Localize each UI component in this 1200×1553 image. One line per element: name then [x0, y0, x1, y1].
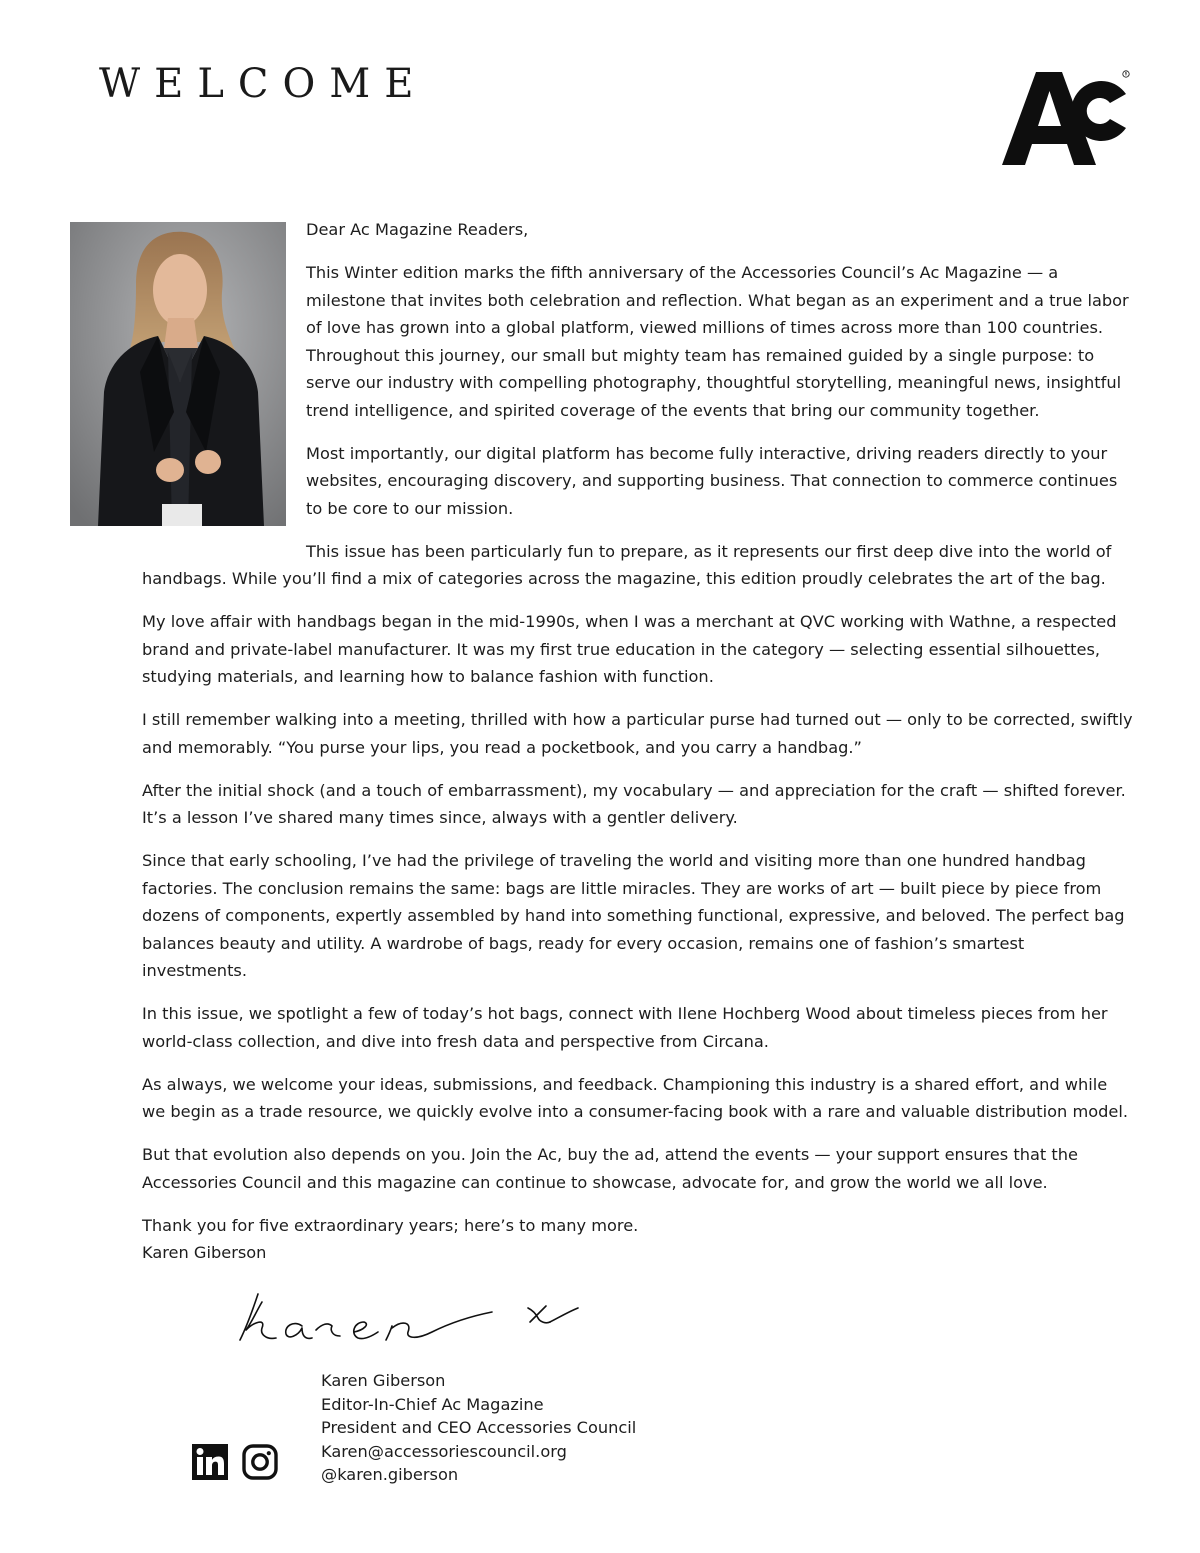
- letter-paragraph: In this issue, we spotlight a few of today’s hot bags, connect with Ilene Hochberg Wood about timeless pieces from her world-class collection, and dive into fresh data and perspective from Circana.: [142, 1004, 1108, 1051]
- ac-logo: [1002, 70, 1132, 168]
- instagram-icon[interactable]: [242, 1444, 278, 1480]
- social-links: [192, 1444, 278, 1480]
- letter-paragraph: As always, we welcome your ideas, submissions, and feedback. Championing this industry is a shared effort, and while we begin as a trade resource, we quickly evolve into a consumer-facing book with a rare and valuable distribution model.: [142, 1074, 1129, 1121]
- letter-paragraph: After the initial shock (and a touch of embarrassment), my vocabulary — and appreciation for the craft — shifted forever. It’s a lesson I’ve shared many times since, always with a gentler delivery.: [142, 780, 1126, 827]
- handwritten-signature: [232, 1282, 592, 1352]
- contact-role: President and CEO Accessories Council: [321, 1418, 637, 1438]
- letter-body: [142, 216, 1134, 1282]
- letter-paragraph: My love affair with handbags began in the mid-1990s, when I was a merchant at QVC working with Wathne, a respected brand and private-label manufacturer. It was my first true education in the category — selecting essential silhouettes, studying materials, and learning how to balance fashion with function.: [142, 612, 1117, 686]
- page-title: WELCOME: [99, 61, 428, 107]
- linkedin-icon[interactable]: [192, 1444, 228, 1480]
- letter-paragraph: Since that early schooling, I’ve had the privilege of traveling the world and visiting more than one hundred handbag factories. The conclusion remains the same: bags are little miracles. They are works of art — built piece by piece from dozens of components, expertly assembled by hand into something functional, expressive, and beloved. The perfect bag balances beauty and utility. A wardrobe of bags, ready for every occasion, remains one of fashion’s smartest investments.: [142, 851, 1125, 980]
- letter-paragraph: This issue has been particularly fun to prepare, as it represents our first deep dive into the world of handbags. While you’ll find a mix of categories across the magazine, this edition proudly celebrates the art of the bag.: [142, 541, 1112, 588]
- letter-closing: [142, 1212, 1134, 1267]
- letter-paragraph: This Winter edition marks the fifth anniversary of the Accessories Council’s Ac Magazine — a milestone that invites both celebration and reflection. What began as an experiment and a true labor of love has grown into a global platform, viewed millions of times across more than 100 countries. Throughout this journey, our small but mighty team has remained guided by a single purpose: to serve our industry with compelling photography, thoughtful storytelling, meaningful news, insightful trend intelligence, and spirited coverage of the events that bring our community together.: [306, 263, 1129, 420]
- closing-line: Thank you for five extraordinary years; here’s to many more.: [142, 1215, 639, 1235]
- closing-name: Karen Giberson: [142, 1243, 267, 1262]
- portrait-wrap-spacer: [142, 216, 306, 534]
- letter-paragraph: Most importantly, our digital platform has become fully interactive, driving readers directly to your websites, encouraging discovery, and supporting business. That connection to commerce continues to be core to our mission.: [306, 443, 1118, 518]
- letter-paragraph: But that evolution also depends on you. Join the Ac, buy the ad, attend the events — your support ensures that the Accessories Council and this magazine can continue to showcase, advocate for, and grow the world we all love.: [142, 1145, 1078, 1192]
- contact-block: [321, 1369, 636, 1487]
- contact-handle[interactable]: @karen.giberson: [321, 1465, 459, 1485]
- contact-name: Karen Giberson: [321, 1371, 446, 1390]
- salutation: Dear Ac Magazine Readers,: [306, 220, 529, 239]
- contact-email[interactable]: Karen@accessoriescouncil.org: [321, 1441, 567, 1461]
- contact-role: Editor-In-Chief Ac Magazine: [321, 1394, 544, 1414]
- letter-paragraph: I still remember walking into a meeting, thrilled with how a particular purse had turned out — only to be corrected, swiftly and memorably. “You purse your lips, you read a pocketbook, and you carry a handbag.”: [142, 710, 1133, 757]
- svg-text:R: R: [1124, 71, 1128, 77]
